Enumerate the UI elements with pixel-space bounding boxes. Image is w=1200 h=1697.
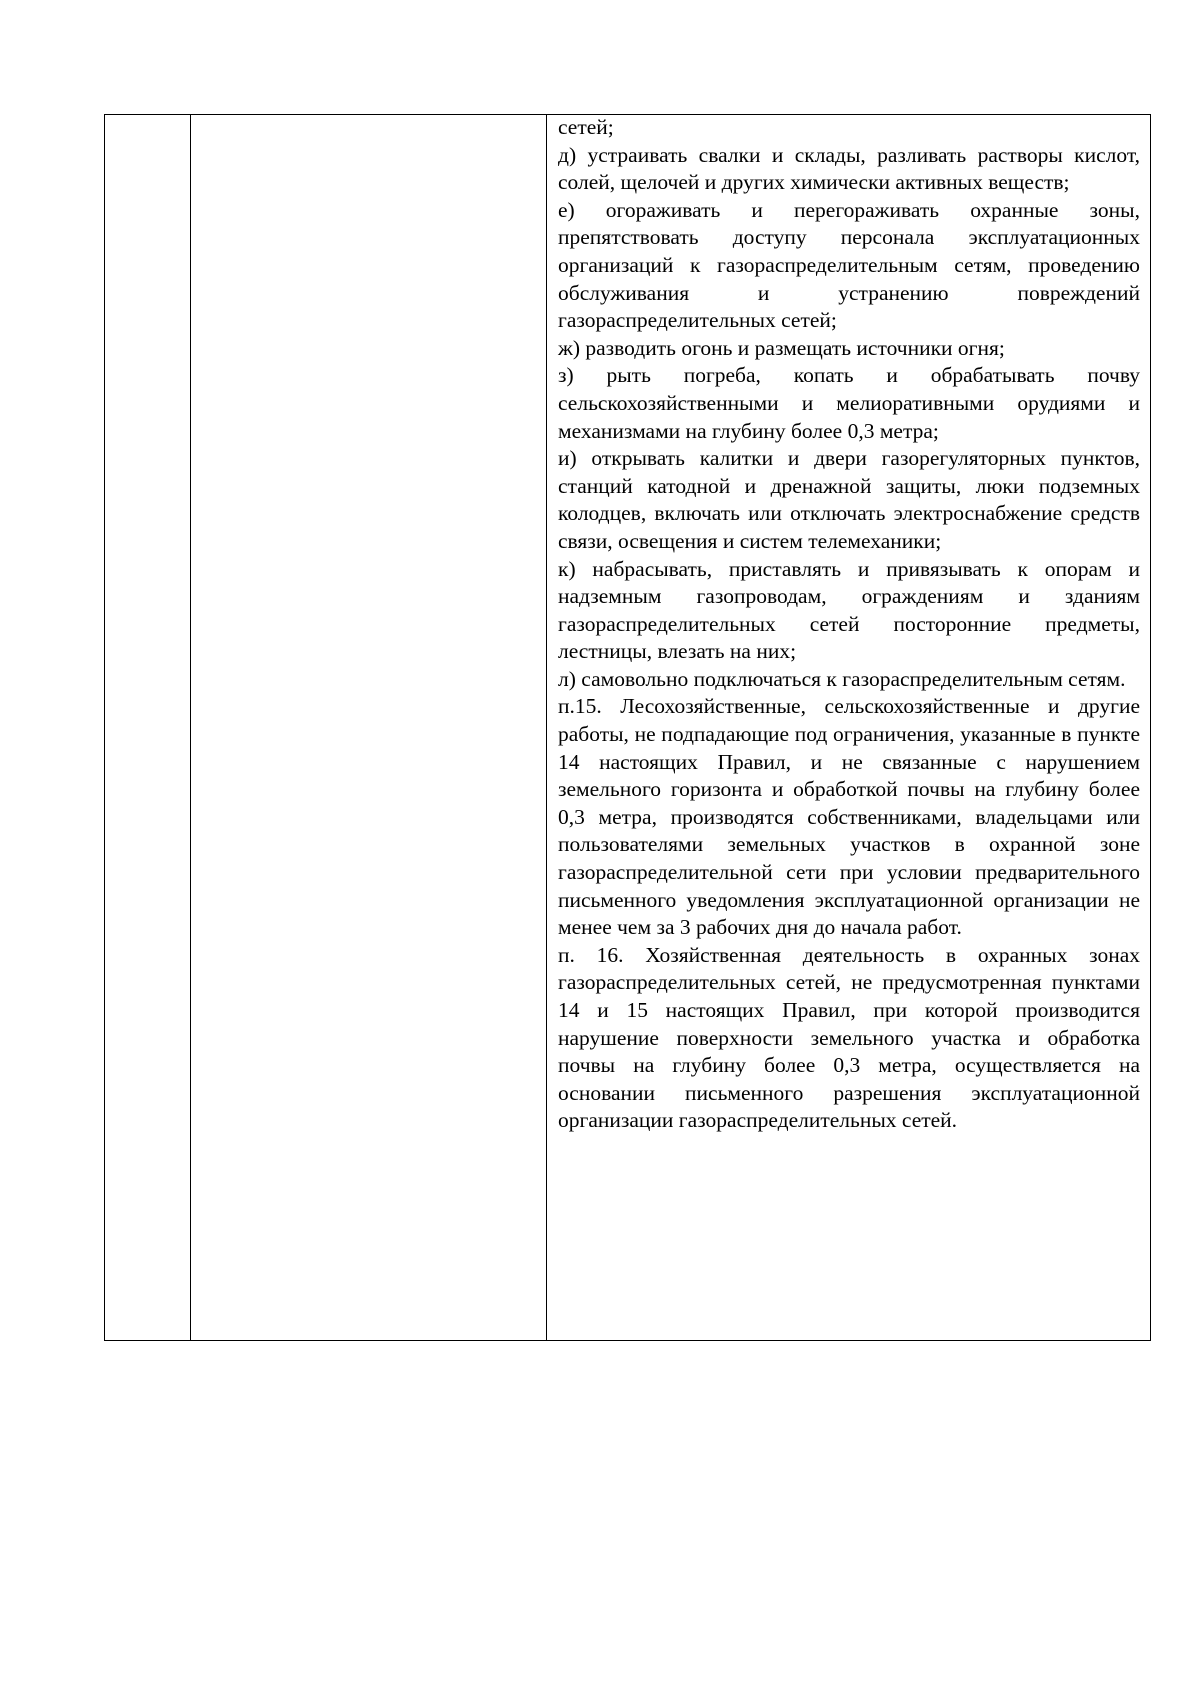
- table-cell-number: [105, 115, 191, 1341]
- table-cell-title: [191, 115, 547, 1341]
- paragraph-seti: сетей;: [558, 115, 614, 139]
- content-text-block: [547, 114, 1150, 1135]
- paragraph-i: и) открывать калитки и двери газорегуляторных пунктов, станций катодной и дренажной защиты, люки подземных колодцев, включать или отключать электроснабжение средств связи, освещения и систем телемеханики;: [558, 446, 1140, 553]
- paragraph-z: з) рыть погреба, копать и обрабатывать почву сельскохозяйственными и мелиоративными орудиями и механизмами на глубину более 0,3 метра;: [558, 363, 1140, 443]
- paragraph-16: п. 16. Хозяйственная деятельность в охранных зонах газораспределительных сетей, не предусмотренная пунктами 14 и 15 настоящих Правил, при которой производится нарушение поверхности земельного участка и обработка почвы на глубину более 0,3 метра, осуществляется на основании письменного разрешения эксплуатационной организации газораспределительных сетей.: [558, 942, 1140, 1133]
- paragraph-l: л) самовольно подключаться к газораспределительным сетям.: [558, 666, 1126, 691]
- paragraph-k: к) набрасывать, приставлять и привязывать к опорам и надземным газопроводам, ограждениям и зданиям газораспределительных сетей посторонние предметы, лестницы, влезать на них;: [558, 556, 1140, 664]
- table-cell-content: [547, 115, 1151, 1341]
- paragraph-15: п.15. Лесохозяйственные, сельскохозяйственные и другие работы, не подпадающие под ограничения, указанные в пункте 14 настоящих Правил, и не связанные с нарушением земельного горизонта и обработкой почвы на глубину более 0,3 метра, производятся собственниками, владельцами или пользователями земельных участков в охранной зоне газораспределительной сети при условии предварительного письменного уведомления эксплуатационной организации не менее чем за 3 рабочих дня до начала работ.: [558, 694, 1140, 940]
- paragraph-zh: ж) разводить огонь и размещать источники огня;: [558, 335, 1005, 360]
- paragraph-e: е) огораживать и перегораживать охранные зоны, препятствовать доступу персонала эксплуатационных организаций к газораспределительным сетям, проведению обслуживания и устранению повреждений газораспределительных сетей;: [558, 197, 1140, 333]
- regulations-table: [104, 114, 1151, 1341]
- paragraph-d: д) устраивать свалки и склады, разливать растворы кислот, солей, щелочей и других химически активных веществ;: [558, 142, 1140, 195]
- table-row: [105, 115, 1151, 1341]
